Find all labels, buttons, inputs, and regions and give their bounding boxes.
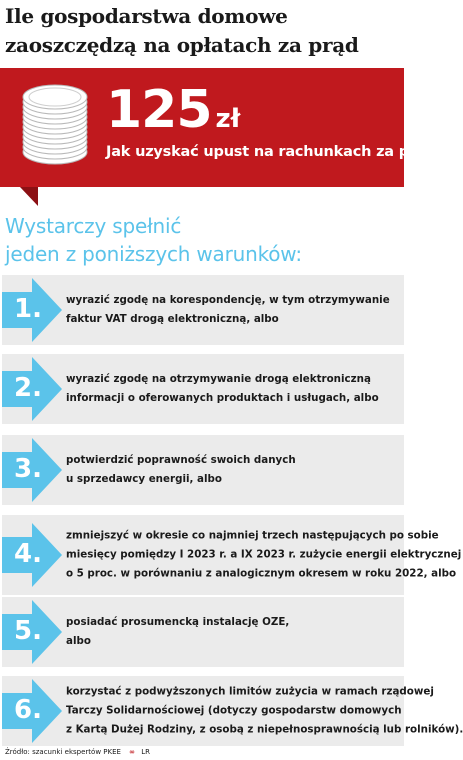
condition-line: o 5 proc. w porównaniu z analogicznym okresem w roku 2022, albo (66, 567, 457, 580)
condition-card (2, 435, 404, 505)
coins-icon (12, 78, 98, 170)
publisher-logo: ∞ (129, 748, 136, 756)
condition-text (66, 291, 400, 329)
condition-line: albo (66, 635, 91, 647)
condition-line: informacji o oferowanych produktach i usługach, albo (66, 392, 379, 404)
condition-text (66, 613, 400, 651)
condition-text (66, 683, 463, 740)
condition-number: 6. (14, 695, 42, 725)
condition-card (2, 354, 404, 424)
condition-line: zmniejszyć w okresie co najmniej trzech następujących po sobie (66, 529, 439, 542)
condition-number: 2. (14, 373, 42, 403)
condition-card (2, 676, 463, 746)
page-title (5, 2, 401, 60)
author-initials: LR (141, 748, 151, 756)
condition-number: 1. (14, 294, 42, 324)
condition-line: faktur VAT drogą elektroniczną, albo (66, 313, 279, 325)
lead-line-1: Wystarczy spełnić (5, 214, 182, 238)
condition-text (66, 451, 400, 489)
banner-tail (20, 187, 38, 206)
condition-number: 3. (14, 454, 42, 484)
condition-text (66, 370, 400, 408)
footer (5, 748, 150, 756)
condition-text (66, 527, 462, 584)
condition-number: 5. (14, 616, 42, 646)
condition-card (2, 597, 404, 667)
condition-card (2, 515, 462, 595)
banner-question: Jak uzyskać upust na rachunkach za prąd? (106, 144, 444, 160)
arrow-icon (2, 278, 62, 342)
condition-line: wyrazić zgodę na korespondencję, w tym otrzymywanie (66, 294, 390, 306)
title-line-1: Ile gospodarstwa domowe (5, 4, 288, 28)
condition-line: wyrazić zgodę na otrzymywanie drogą elektroniczną (66, 373, 371, 385)
condition-line: posiadać prosumencką instalację OZE, (66, 616, 290, 628)
lead-text (5, 212, 401, 268)
source-note: Źródło: szacunki ekspertów PKEE (5, 748, 121, 756)
amount-value: 125 (106, 80, 212, 140)
condition-line: Tarczy Solidarnościowej (dotyczy gospodarstw domowych (66, 704, 402, 717)
condition-card (2, 275, 404, 345)
savings-amount (106, 78, 240, 142)
arrow-icon (2, 600, 62, 664)
arrow-icon (2, 438, 62, 502)
condition-line: potwierdzić poprawność swoich danych (66, 454, 296, 466)
lead-line-2: jeden z poniższych warunków: (5, 242, 302, 266)
condition-line: z Kartą Dużej Rodziny, z osobą z niepełnosprawnością lub rolników). (66, 723, 463, 736)
arrow-icon (2, 679, 62, 743)
condition-number: 4. (14, 539, 42, 569)
arrow-icon (2, 523, 62, 587)
condition-line: miesięcy pomiędzy I 2023 r. a IX 2023 r. zużycie energii elektrycznej (66, 548, 462, 561)
title-line-2: zaoszczędzą na opłatach za prąd (5, 33, 359, 57)
amount-currency: zł (215, 104, 241, 134)
arrow-icon (2, 357, 62, 421)
condition-line: u sprzedawcy energii, albo (66, 473, 222, 485)
condition-line: korzystać z podwyższonych limitów zużycia w ramach rządowej (66, 685, 434, 698)
